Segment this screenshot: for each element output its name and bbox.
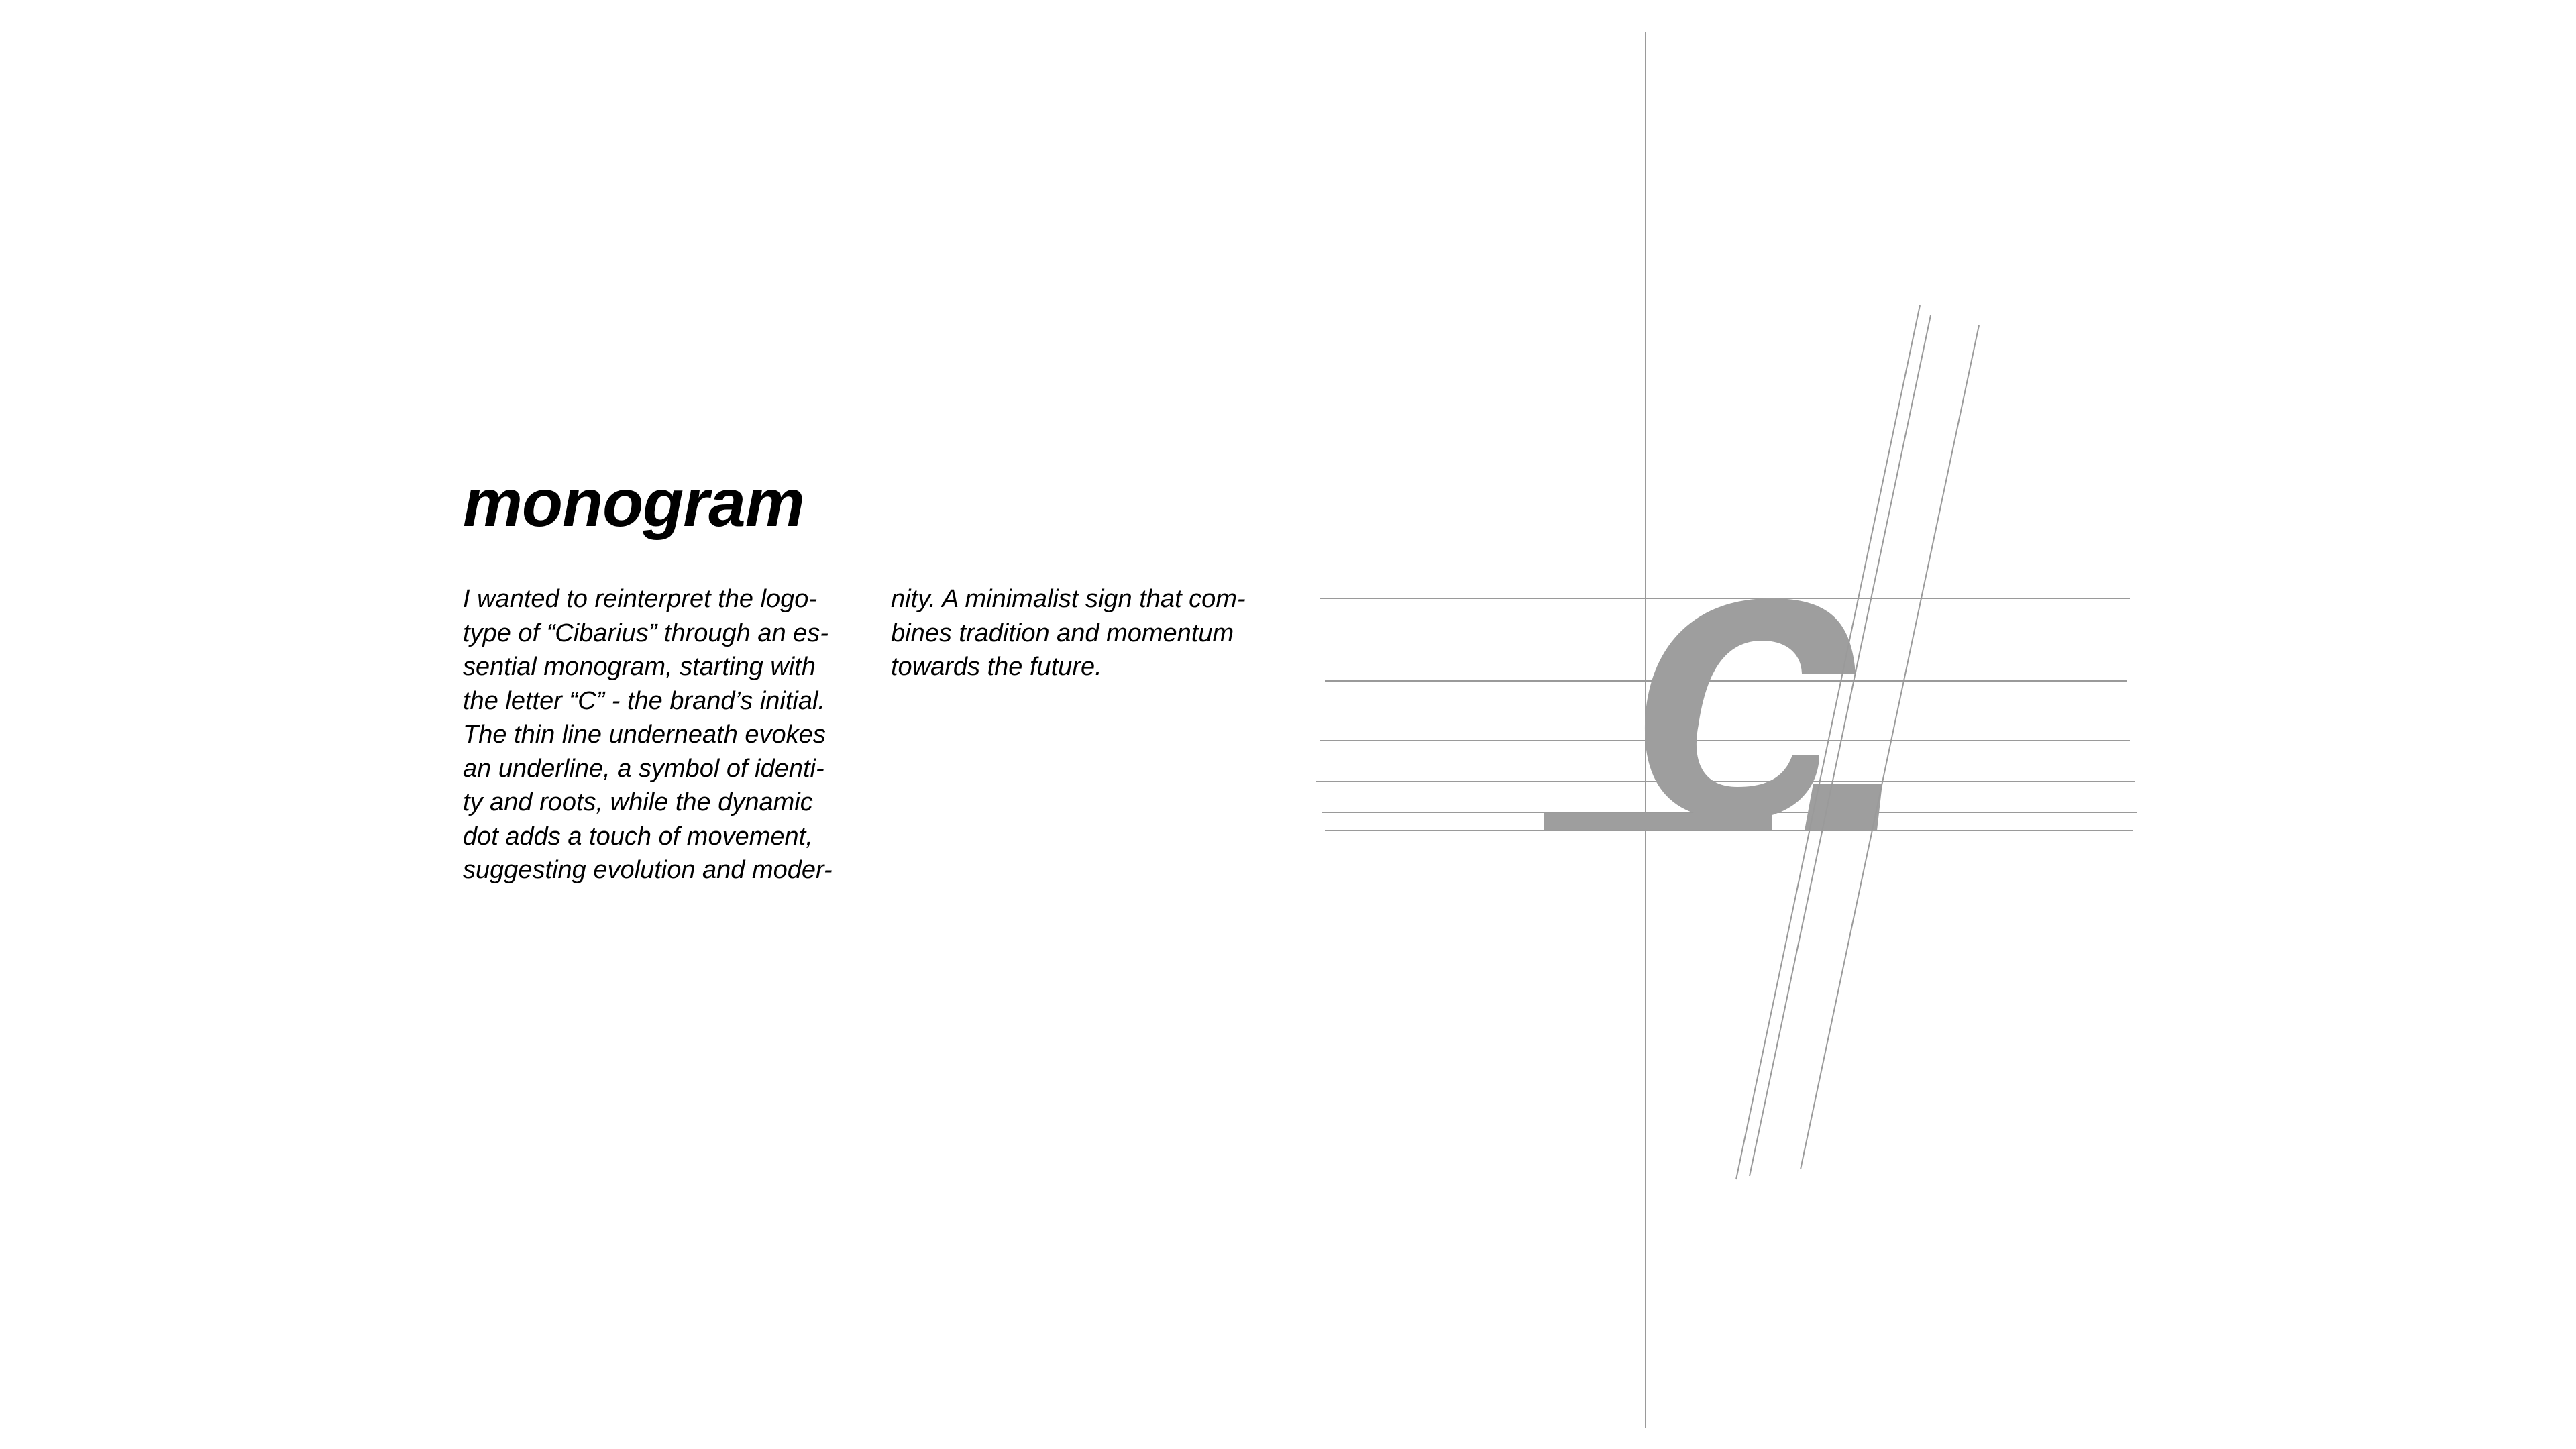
- body-line: the letter “C” - the brand’s initial.: [463, 686, 825, 715]
- page-title: monogram: [463, 466, 804, 541]
- body-line: sential monogram, starting with: [463, 653, 816, 681]
- body-line: I wanted to reinterpret the logo-: [463, 585, 818, 613]
- body-line: nity. A minimalist sign that com-: [891, 585, 1246, 613]
- body-line: bines tradition and momentum: [891, 619, 1234, 647]
- body-line: towards the future.: [891, 653, 1102, 681]
- diagonal-guide-line: [1750, 315, 1931, 1176]
- diagonal-guides: [1736, 305, 1979, 1179]
- monogram-dot: [1805, 784, 1882, 830]
- monogram-mark: [1544, 598, 1882, 830]
- body-line: dot adds a touch of movement,: [463, 822, 813, 851]
- body-line: suggesting evolution and moder-: [463, 856, 833, 884]
- body-line: an underline, a symbol of identi-: [463, 754, 824, 783]
- body-line: The thin line underneath evokes: [463, 720, 826, 749]
- body-line: type of “Cibarius” through an es-: [463, 619, 828, 647]
- diagonal-guide-line: [1736, 305, 1920, 1179]
- body-line: ty and roots, while the dynamic: [463, 788, 813, 816]
